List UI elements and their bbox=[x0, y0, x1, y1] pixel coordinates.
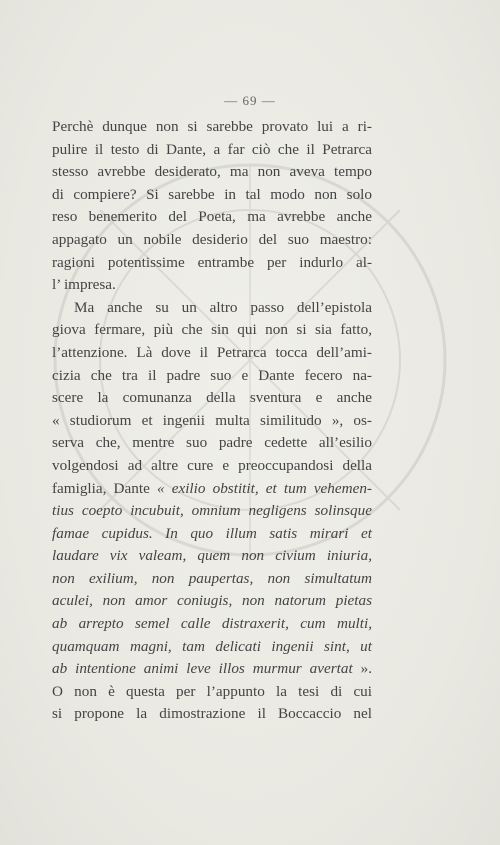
line-text: si propone la dimostrazione il Boccaccio nel bbox=[52, 705, 372, 723]
line-text: di compiere? Si sarebbe in tal modo non solo bbox=[52, 185, 372, 203]
italic-quote-text: quamquam magni, tam delicati ingenii sint, ut bbox=[52, 637, 372, 655]
text-line bbox=[52, 229, 372, 252]
line-text: l’attenzione. Là dove il Petrarca tocca dell’ami- bbox=[52, 343, 372, 361]
text-line bbox=[52, 297, 372, 320]
italic-quote-text: ab intentione animi leve illos murmur avertat bbox=[52, 660, 353, 678]
line-text: O non è questa per l’appunto la tesi di cui bbox=[52, 682, 372, 700]
text-line bbox=[52, 342, 372, 365]
text-line bbox=[52, 206, 372, 229]
italic-quote-text: « exilio obstitit, et tum vehemen- bbox=[156, 479, 372, 497]
text-line bbox=[52, 432, 372, 455]
italic-quote-text: famae cupidus. In quo illum satis mirari et bbox=[52, 524, 372, 542]
line-text: Ma anche su un altro passo dell’epistola bbox=[74, 298, 372, 316]
text-line bbox=[52, 545, 372, 568]
line-text: serva che, mentre suo padre cedette all’esilio bbox=[52, 434, 372, 452]
line-text: pulire il testo di Dante, a far ciò che il Petrarca bbox=[52, 140, 372, 158]
text-line bbox=[52, 636, 372, 659]
text-line bbox=[52, 455, 372, 478]
body-text bbox=[52, 116, 372, 726]
text-line bbox=[52, 658, 372, 681]
text-line bbox=[52, 613, 372, 636]
text-line bbox=[52, 703, 372, 726]
line-text-end: ». bbox=[352, 660, 372, 678]
line-text: l’ impresa. bbox=[52, 276, 116, 294]
text-line bbox=[52, 184, 372, 207]
text-line bbox=[52, 116, 372, 139]
line-text: « studiorum et ingenii multa similitudo », os- bbox=[52, 411, 372, 429]
line-text: scere la comunanza della sventura e anche bbox=[52, 389, 372, 407]
text-line bbox=[52, 590, 372, 613]
text-line bbox=[52, 410, 372, 433]
text-line bbox=[52, 568, 372, 591]
text-line bbox=[52, 139, 372, 162]
text-line bbox=[52, 161, 372, 184]
line-text: ragioni potentissime entrambe per indurlo al- bbox=[52, 253, 372, 271]
line-text: reso benemerito del Poeta, ma avrebbe anche bbox=[52, 208, 372, 226]
text-line bbox=[52, 365, 372, 388]
text-line bbox=[52, 319, 372, 342]
line-text: appagato un nobile desiderio del suo maestro: bbox=[52, 230, 372, 248]
line-text: stesso avrebbe desiderato, ma non aveva tempo bbox=[52, 163, 372, 181]
text-line bbox=[52, 523, 372, 546]
text-line bbox=[52, 500, 372, 523]
italic-quote-text: non exilium, non paupertas, non simultatum bbox=[52, 569, 372, 587]
line-text: Perchè dunque non si sarebbe provato lui a ri- bbox=[52, 118, 372, 135]
page-number: — 69 — bbox=[224, 93, 276, 108]
italic-quote-text: aculei, non amor coniugis, non natorum pietas bbox=[52, 592, 372, 610]
line-text: volgendosi ad altre cure e preoccupandosi della bbox=[52, 456, 372, 474]
italic-quote-text: tius coepto incubuit, omnium negligens solinsque bbox=[52, 502, 372, 520]
text-line bbox=[52, 387, 372, 410]
text-line bbox=[52, 478, 372, 501]
italic-quote-text: ab arrepto semel calle distraxerit, cum multi, bbox=[52, 615, 372, 633]
text-line bbox=[52, 252, 372, 275]
text-line bbox=[52, 274, 372, 297]
line-text: famiglia, Dante bbox=[52, 479, 150, 497]
line-text: cizia che tra il padre suo e Dante fecero na- bbox=[52, 366, 372, 384]
line-text: giova fermare, più che sin qui non si sia fatto, bbox=[52, 321, 372, 339]
italic-quote-text: laudare vix valeam, quem non civium iniuria, bbox=[52, 547, 372, 565]
text-line bbox=[52, 681, 372, 704]
